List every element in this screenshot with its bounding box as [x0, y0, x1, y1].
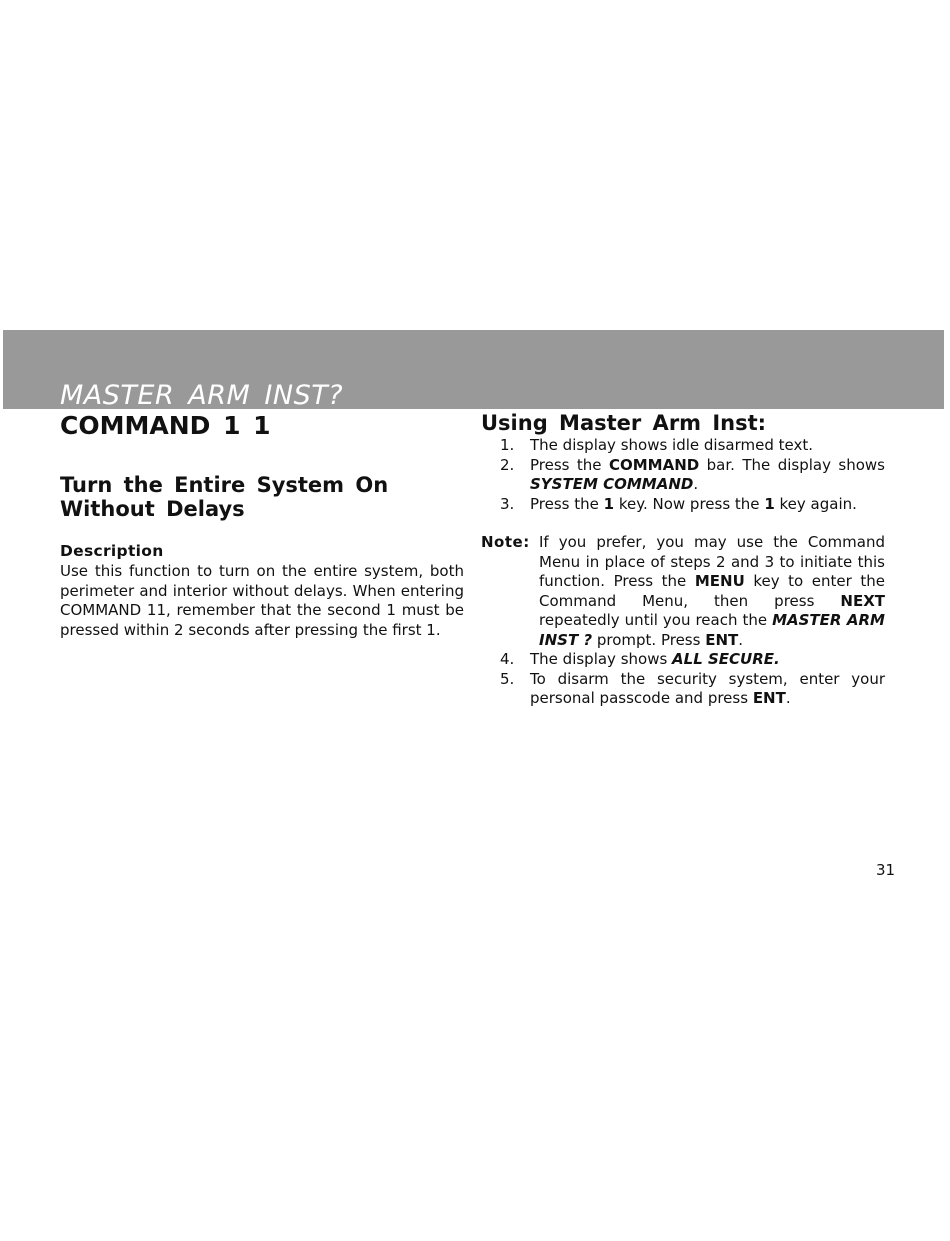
- description-heading: Description: [60, 542, 164, 560]
- step-5: [481, 670, 885, 709]
- note-label: Note:: [481, 533, 530, 551]
- step-text: To disarm the security system, enter your personal passcode and press: [530, 669, 885, 707]
- using-heading: Using Master Arm Inst:: [481, 411, 767, 435]
- left-column: [60, 410, 464, 640]
- key-label: MENU: [694, 572, 745, 590]
- note-text: key to enter the Command Menu, then press: [539, 572, 885, 610]
- steps-list-b: [481, 650, 885, 709]
- key-label: ENT: [705, 630, 739, 649]
- section-banner: [3, 330, 944, 409]
- step-4: [481, 650, 885, 670]
- key-label: ENT: [752, 689, 786, 707]
- note-text: If you prefer, you may use the Command Menu in place of steps 2 and 3 to initiate this function. Press the: [539, 533, 885, 590]
- step-number: 4.: [500, 650, 515, 668]
- step-text: The display shows idle disarmed text.: [530, 436, 814, 454]
- step-text: The display shows: [530, 650, 673, 668]
- steps-list-a: [481, 436, 885, 514]
- step-1: [481, 436, 885, 456]
- command-title: COMMAND 1 1: [60, 411, 271, 440]
- display-text: ALL SECURE.: [672, 650, 780, 668]
- key-label: 1: [764, 494, 775, 513]
- page-number: 31: [876, 861, 896, 879]
- display-text: MASTER ARM INST ?: [539, 611, 885, 649]
- step-3: [481, 495, 885, 515]
- right-column: [481, 410, 885, 709]
- key-label: 1: [603, 494, 615, 513]
- step-text: Press the: [530, 455, 609, 474]
- step-text: Press the: [530, 494, 604, 513]
- description-text: Use this function to turn on the entire system, both perimeter and interior without delays. When entering COMMAND 11, remember that the second 1 must be pressed within 2 seconds after pressing the first 1.: [60, 562, 464, 639]
- step-text: .: [785, 689, 791, 707]
- note-text: prompt. Press: [592, 630, 706, 649]
- key-label: COMMAND: [608, 455, 700, 474]
- subtitle-line-1: Turn the Entire System On: [60, 473, 389, 497]
- note-text: .: [738, 630, 744, 649]
- key-label: NEXT: [840, 591, 885, 610]
- display-text: SYSTEM COMMAND: [530, 475, 694, 493]
- step-number: 5.: [500, 669, 515, 688]
- step-number: 1.: [500, 436, 515, 454]
- step-number: 3.: [500, 494, 515, 513]
- step-text: key. Now press the: [614, 494, 765, 513]
- step-text: key again.: [774, 494, 857, 513]
- note-block: [481, 533, 885, 650]
- banner-title: MASTER ARM INST?: [60, 380, 344, 411]
- step-text: .: [693, 475, 699, 493]
- note-text: repeatedly until you reach the: [539, 611, 773, 629]
- step-number: 2.: [500, 455, 515, 474]
- subtitle-line-2: Without Delays: [60, 497, 245, 521]
- function-subtitle: [60, 473, 464, 521]
- step-text: bar. The display shows: [699, 455, 885, 474]
- step-2: [481, 456, 885, 495]
